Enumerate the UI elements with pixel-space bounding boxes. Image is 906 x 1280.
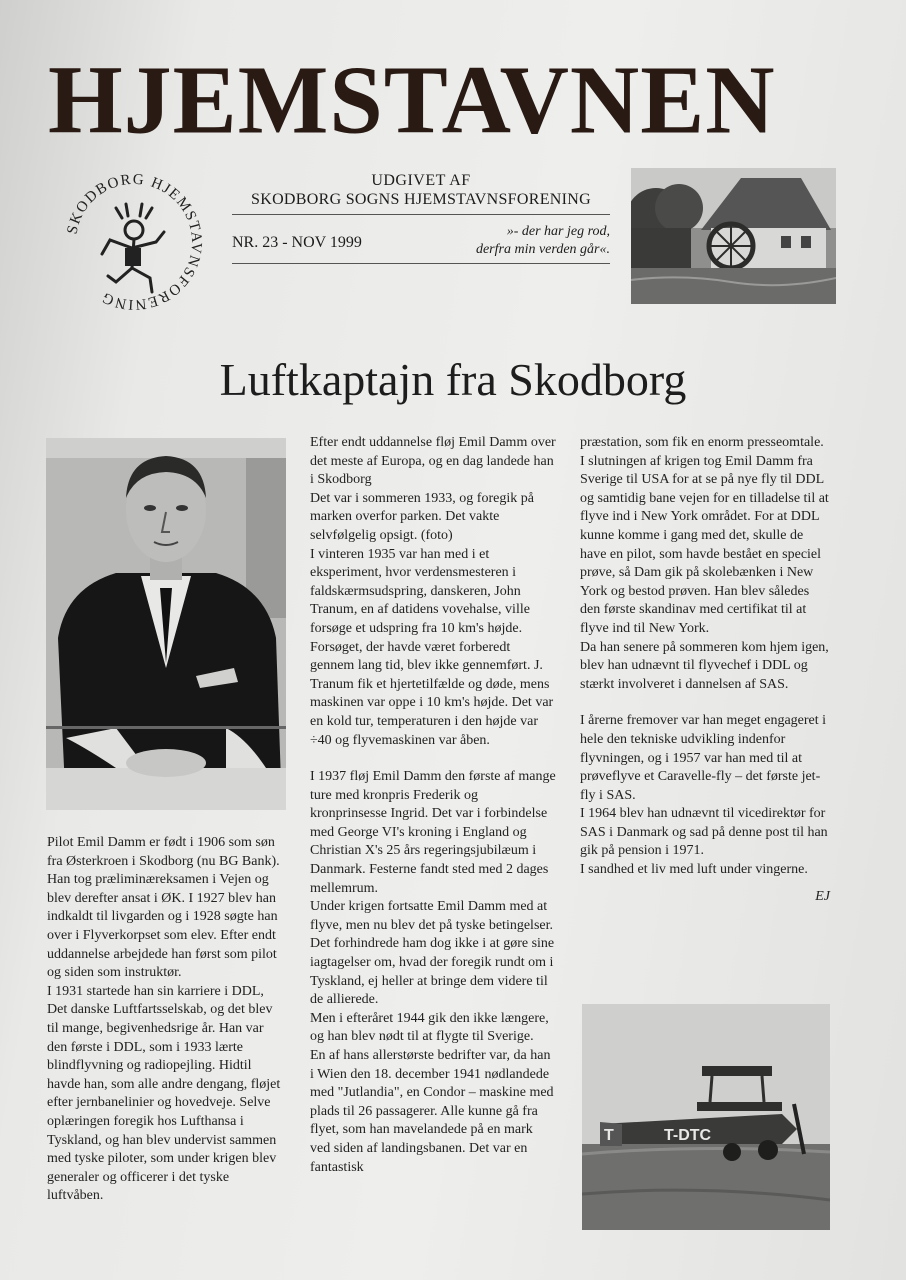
dancing-figure-logo-icon <box>52 160 217 325</box>
watermill-photo-icon <box>631 168 836 304</box>
paragraph: Men i efteråret 1944 gik den ikke længere, og han blev nødt til at flygte til Sverige. <box>310 1010 549 1045</box>
pilot-portrait-photo-icon <box>46 438 286 810</box>
society-seal <box>52 160 217 325</box>
paragraph: Efter endt uddannelse fløj Emil Damm over det meste af Europa, og en dag landede han i Skodborg <box>310 435 556 488</box>
seal-text: SKODBORG HJEMSTAVNSFORENING <box>64 171 205 313</box>
paragraph: Det var i sommeren 1933, og foregik på marken overfor parken. Det vakte selvfølgelig opsigt. (foto) <box>310 490 534 543</box>
article-column-2 <box>310 434 556 1177</box>
motto-line2: derfra min verden går«. <box>475 242 610 257</box>
svg-text:T: T <box>604 1127 614 1144</box>
masthead-title: HJEMSTAVNEN <box>48 44 776 155</box>
motto-line1: »- der har jeg rod, <box>506 224 610 239</box>
article-column-1 <box>47 834 287 1206</box>
watermill-photo <box>631 168 836 304</box>
paragraph: I årerne fremover var han meget engageret i hele den tekniske udvikling indenfor flyvningen, og i 1957 var han med til at prøveflyve et Caravelle-fly – det første jet-fly i SAS. <box>580 713 827 803</box>
paragraph: Da han senere på sommeren kom hjem igen, blev han udnævnt til flyvechef i DDL og stærkt involveret i dannelsen af SAS. <box>580 639 829 692</box>
paragraph: Under krigen fortsatte Emil Damm med at flyve, men nu blev det på tyske betingelser. Det forhindrede ham dog ikke i at gøre sine iagtagelser om, hvad der foregik rundt om i Tyskland, ej heller at bringe dem videre til de allierede. <box>310 899 555 1008</box>
paragraph: I 1964 blev han udnævnt til vicedirektør for SAS i Danmark og sad på denne post til han gik på pension i 1971. <box>580 806 828 859</box>
author-signature: EJ <box>815 888 830 904</box>
paragraph: I 1931 startede han sin karriere i DDL, Det danske Luftfartsselskab, og det blev til mange, begivenhedsrige år. Han var den første i DDL, som i 1933 lærte blindflyvning og radiopejling. Hidtil havde han, som alle andre dengang, fløjet efter jernbanelinier og hovedveje. Selve oplæringen foregik hos Lufthansa i Tyskland, og han blev undervist sammen med tyske piloter, som under krigen blev generaler og officerer i det tyske luftvåben. <box>47 983 281 1204</box>
issue-number: NR. 23 - NOV 1999 <box>232 234 362 251</box>
publisher-line2: SKODBORG SOGNS HJEMSTAVNSFORENING <box>251 191 591 208</box>
paragraph: præstation, som fik en enorm presseomtale. <box>580 435 824 450</box>
motto <box>476 223 610 259</box>
paragraph: I vinteren 1935 var han med i et eksperiment, hvor verdensmesteren i faldskærmsudspring, danskeren, John Tranum, en af datidens vovehalse, ville forsøge et udspring fra 10 km's højde. Forsøget, der havde været forberedt gennem lang tid, blev ikke gennemført. J. Tranum fik et hjertetilfælde og døde, mens maskinen var oppe i 10 km's højde. Det var en kold tur, temperaturen i den højde var ÷40 og flyvemaskinen var åben. <box>310 546 554 748</box>
publisher-block <box>232 172 610 272</box>
paragraph: En af hans allerstørste bedrifter var, da han i Wien den 18. december 1941 nødlandede med "Jutlandia", en Condor – maskine med plads til 26 passagerer. Alle kunne gå fra flyet, som han mavelandede på en mark ved siden af landingsbanen. Det var en fantastisk <box>310 1048 554 1175</box>
paragraph: Pilot Emil Damm er født i 1906 som søn fra Østerkroen i Skodborg (nu BG Bank). Han tog præliminæreksamen i Vejen og blev derefter ansat i ØK. I 1927 blev han indkaldt til livgarden og i 1928 søgte han over i Flyverkorpset som elev. Efter endt uddannelse arbejdede han først som pilot og siden som instruktør. <box>47 835 280 981</box>
publisher-line1: UDGIVET AF <box>371 172 471 189</box>
spacer <box>580 694 832 712</box>
headline: Luftkaptajn fra Skodborg <box>219 354 687 405</box>
issue-row <box>232 223 610 259</box>
paragraph: I 1937 fløj Emil Damm den første af mange ture med kronpris Frederik og kronprinsesse Ingrid. Det var i forbindelse med George VI's kroning i England og Christian X's 25 års regeringsjubilæum i Danmark. Festerne fandt sted med 2 dages mellemrum. <box>310 769 556 896</box>
paragraph: I slutningen af krigen tog Emil Damm fra Sverige til USA for at se på nye fly til DDL og samtidig bane vejen for en tilladelse til at flyve ind i New York området. For at DDL kunne komme i gang med det, skulle de have en pilot, som havde bestået en speciel prøve, så Dam gik på skolebænken i New York og bestod prøven. Han blev således den første skandinav med certifikat til at flyve ind til New York. <box>580 453 829 636</box>
spacer <box>310 750 556 768</box>
biplane-photo <box>582 1004 830 1230</box>
divider <box>232 214 610 215</box>
article-column-3 <box>580 434 832 906</box>
paragraph: I sandhed et liv med luft under vingerne. <box>580 862 808 878</box>
biplane-photo-icon <box>582 1004 830 1230</box>
plane-registration: T-DTC <box>664 1127 712 1144</box>
divider <box>232 263 610 264</box>
pilot-portrait <box>46 438 286 810</box>
